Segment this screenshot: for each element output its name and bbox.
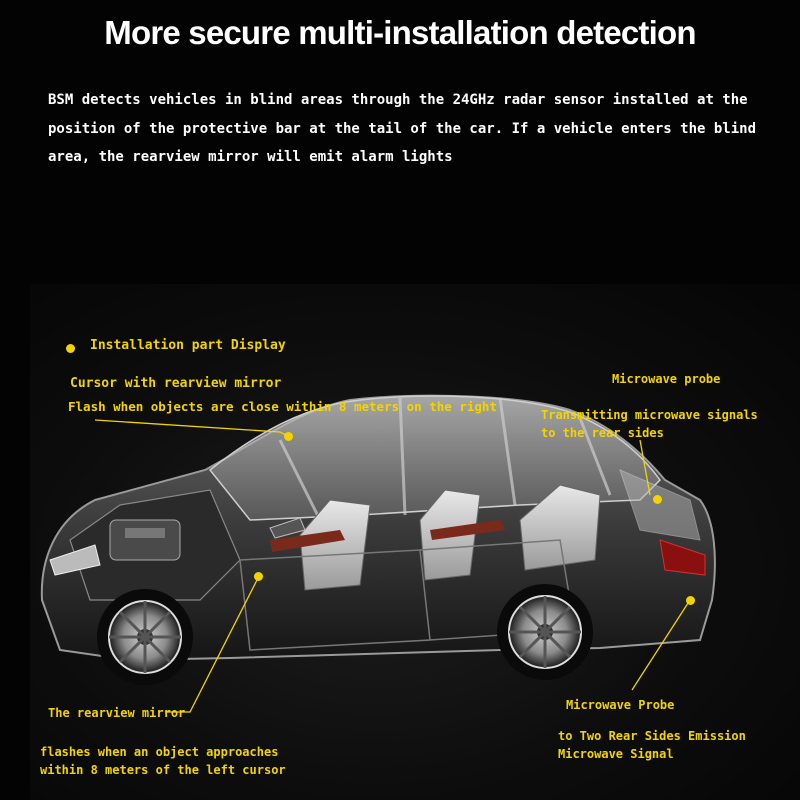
label-cursor-mirror: Cursor with rearview mirror: [70, 376, 282, 391]
label-emission-1: to Two Rear Sides Emission: [558, 729, 746, 743]
label-emission-2: Microwave Signal: [558, 747, 674, 761]
label-microwave-probe-top: Microwave probe: [612, 372, 721, 386]
label-transmitting-2: to the rear sides: [541, 426, 664, 440]
description-line-1: BSM detects vehicles in blind areas through the 24GHz radar sensor installed at the: [48, 92, 748, 108]
label-flashes-left-2: within 8 meters of the left cursor: [40, 763, 286, 777]
label-transmitting-1: Transmitting microwave signals: [541, 408, 758, 422]
label-rearview-mirror: The rearview mirror: [48, 706, 186, 720]
indicator-dot-icon: [653, 495, 662, 504]
bullet-dot-icon: [66, 344, 75, 353]
label-flash-right: Flash when objects are close within 8 meters on the right: [68, 399, 497, 414]
indicator-dot-icon: [284, 432, 293, 441]
label-flashes-left-1: flashes when an object approaches: [40, 745, 279, 759]
indicator-dot-icon: [254, 572, 263, 581]
label-installation-display: Installation part Display: [90, 338, 286, 353]
label-microwave-probe-bottom: Microwave Probe: [566, 698, 675, 712]
indicator-dot-icon: [686, 596, 695, 605]
description-line-3: area, the rearview mirror will emit alarm lights: [48, 149, 453, 165]
page-title: More secure multi-installation detection: [104, 14, 696, 51]
description-line-2: position of the protective bar at the tail of the car. If a vehicle enters the blind: [48, 120, 757, 137]
